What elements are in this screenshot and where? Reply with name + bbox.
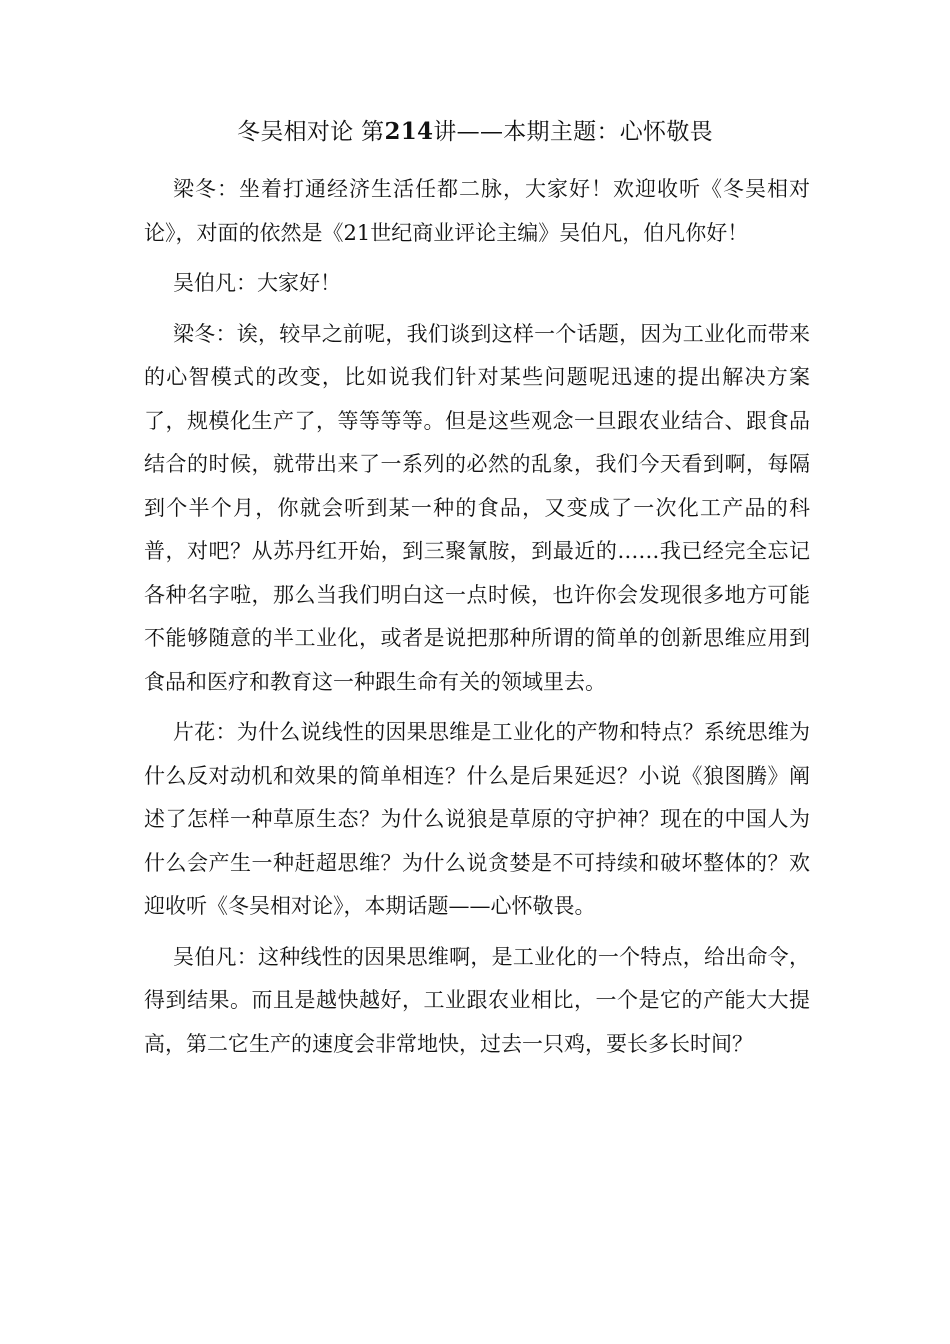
document-title xyxy=(0,112,950,152)
document-body xyxy=(144,168,810,1073)
title-prefix: 冬吴相对论 第 xyxy=(237,119,385,145)
paragraph: 梁冬：坐着打通经济生活任都二脉，大家好！欢迎收听《冬吴相对论》，对面的依然是《21世纪商业评论主编》吴伯凡，伯凡你好！ xyxy=(144,177,810,245)
paragraph: 梁冬：诶，较早之前呢，我们谈到这样一个话题，因为工业化而带来的心智模式的改变，比如说我们针对某些问题呢迅速的提出解决方案了，规模化生产了，等等等等。但是这些观念一旦跟农业结合、跟食品结合的时候，就带出来了一系列的必然的乱象，我们今天看到啊，每隔到个半个月，你就会听到某一种的食品，又变成了一次化工产品的科普，对吧？从苏丹红开始，到三聚氰胺，到最近的……我已经完全忘记各种名字啦，那么当我们明白这一点时候，也许你会发现很多地方可能不能够随意的半工业化，或者是说把那种所谓的简单的创新思维应用到食品和医疗和教育这一种跟生命有关的领域里去。 xyxy=(144,321,810,694)
paragraph: 片花：为什么说线性的因果思维是工业化的产物和特点？系统思维为什么反对动机和效果的简单相连？什么是后果延迟？小说《狼图腾》阐述了怎样一种草原生态？为什么说狼是草原的守护神？现在的中国人为什么会产生一种赶超思维？为什么说贪婪是不可持续和破坏整体的？欢迎收听《冬吴相对论》，本期话题——心怀敬畏。 xyxy=(144,720,810,918)
paragraph: 吴伯凡：大家好！ xyxy=(173,271,341,295)
title-episode-number: 214 xyxy=(384,118,434,145)
title-suffix: 讲——本期主题：心怀敬畏 xyxy=(433,119,713,145)
paragraph: 吴伯凡：这种线性的因果思维啊，是工业化的一个特点，给出命令，得到结果。而且是越快越好，工业跟农业相比，一个是它的产能大大提高，第二它生产的速度会非常地快，过去一只鸡，要长多长时间？ xyxy=(144,944,810,1056)
